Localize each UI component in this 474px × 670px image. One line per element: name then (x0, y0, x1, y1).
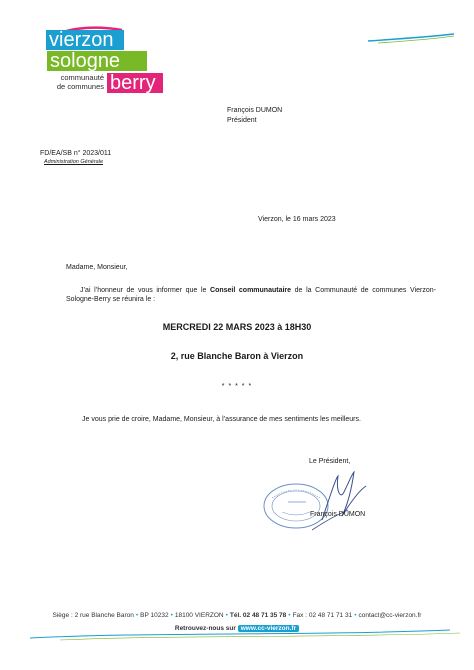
organization-logo (22, 26, 162, 100)
intro-text-bold: Conseil communautaire (210, 287, 292, 294)
letter-date: Vierzon, le 16 mars 2023 (258, 216, 336, 223)
intro-text-end: de la Communauté de communes Vierzon-Sologne-Berry se réunira le : (66, 287, 436, 303)
signature-name: François DUMON (310, 511, 366, 518)
footer-city: 18100 VIERZON (174, 612, 224, 619)
logo-word-vierzon: vierzon (46, 30, 124, 50)
footer-wave-icon (0, 628, 474, 670)
footer-bullet-icon: • (170, 612, 173, 619)
separator-stars: * * * * * (221, 383, 253, 390)
intro-paragraph (66, 286, 436, 304)
logo-subtitle (24, 74, 104, 91)
footer-bullet-icon: • (354, 612, 357, 619)
intro-text-start: J’ai l’honneur de vous informer que le (80, 287, 211, 294)
footer-bullet-icon: • (135, 612, 139, 619)
footer-bullet-icon: • (288, 612, 291, 619)
logo-subtitle-line2: de communes (56, 81, 104, 91)
footer-fax: Fax : 02 48 71 71 31 (292, 612, 353, 619)
signature-title: Le Président, (309, 458, 351, 465)
official-stamp-signature-icon (252, 470, 382, 546)
meeting-place: 2, rue Blanche Baron à Vierzon (170, 351, 304, 361)
footer-bullet-icon: • (225, 612, 228, 619)
sender-name: François DUMON (227, 107, 283, 114)
reference-code: FD/EA/SB n° 2023/011 (40, 150, 112, 157)
footer-email[interactable]: contact@cc-vierzon.fr (358, 612, 422, 619)
footer-contact-line (0, 612, 474, 619)
footer-website-link[interactable]: www.cc-vierzon.fr (238, 625, 299, 632)
closing-sentence: Je vous prie de croire, Madame, Monsieur, à l’assurance de mes sentiments les meilleurs. (82, 416, 361, 423)
header-accent-line-icon (368, 33, 454, 45)
footer-bp: BP 10232 (140, 612, 169, 619)
sender-role: Président (227, 116, 257, 124)
salutation: Madame, Monsieur, (66, 264, 128, 271)
reference-block (40, 150, 111, 166)
logo-word-berry: berry (107, 73, 163, 93)
footer-tel: Tél. 02 48 71 35 78 (229, 612, 287, 619)
reference-department: Administration Générale (44, 159, 104, 165)
logo-word-sologne: sologne (47, 51, 147, 71)
sender-block (227, 106, 282, 125)
meeting-date: MERCREDI 22 MARS 2023 à 18H30 (162, 322, 312, 332)
footer-online-label: Retrouvez-nous sur (174, 625, 236, 632)
footer-address: Siège : 2 rue Blanche Baron (52, 612, 134, 619)
logo-subtitle-line1: communauté (60, 73, 104, 82)
